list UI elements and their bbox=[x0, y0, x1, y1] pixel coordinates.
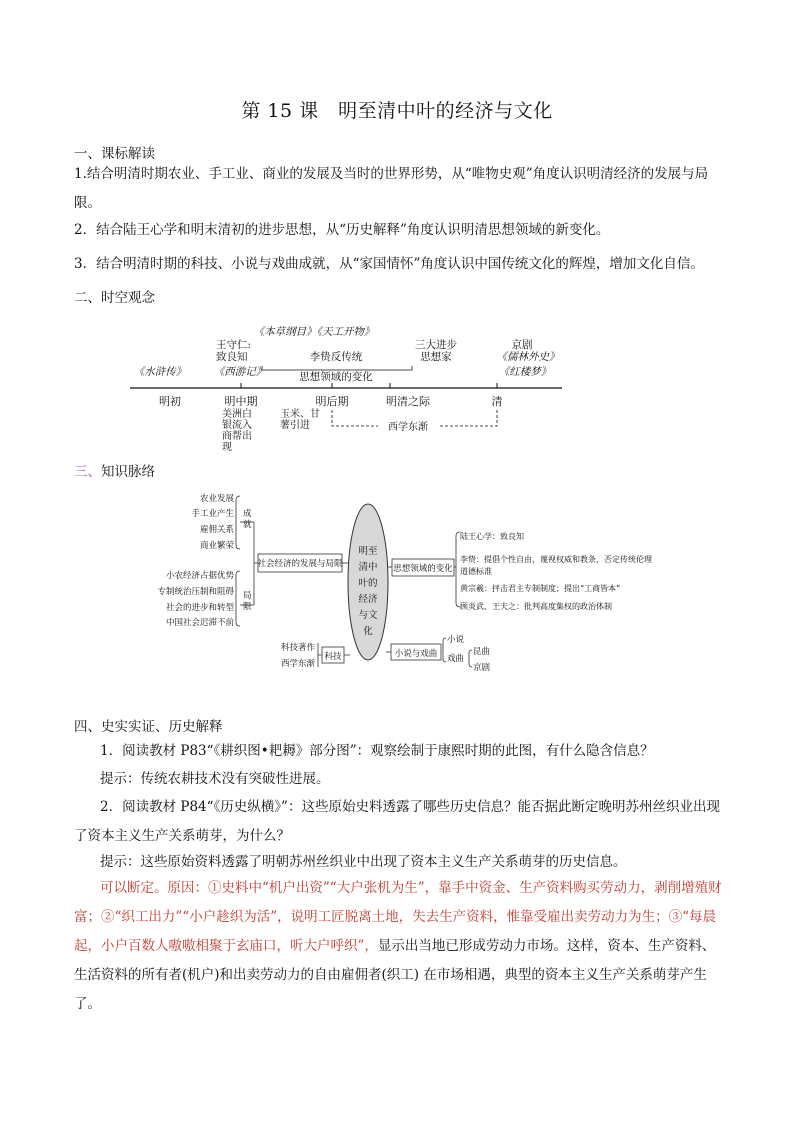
section-heading-2: 二、时空观念 bbox=[74, 290, 155, 306]
answer-3-part-1: 可以断定。原因：①史料中“机户出资”“大户张机为生”，靠手中资金、生产资料购买劳动力，剥削增殖财富；②“织工出力”“小户趁织为活”，说明工匠脱离土地，失去生产资料，惟靠受雇出卖劳动力为生；③“每晨起，小户百数人嗷嗷相聚于玄庙口，听大户呼织”， bbox=[74, 880, 722, 954]
mindmap-chengjiu-0: 成 bbox=[243, 509, 252, 519]
mindmap-novel-label-1: 戏曲 bbox=[447, 654, 465, 664]
question-1: 1．阅读教材 P83“《耕织图•耙耨》部分图”：观察绘制于康熙时期的此图，有什么隐含信息？ bbox=[100, 743, 654, 759]
timeline-wang-2: 致良知 bbox=[216, 351, 248, 363]
mindmap-novel-label-0: 小说 bbox=[447, 635, 465, 645]
timeline-rulin: 《儒林外史》 bbox=[496, 351, 560, 363]
answer-3-part-2: 显示出当地已形成劳动力市场。这样，资本、生产资料、生活资料的所有者(机户)和出卖劳动力的自由雇佣者(织工) 在市场相遇，典型的资本主义生产关系萌芽产生了。 bbox=[74, 938, 716, 1012]
section-heading-3-text: 知识脉络 bbox=[101, 464, 155, 480]
standard-3: 3．结合明清时期的科技、小说与戏曲成就，从“家国情怀”角度认识中国传统文化的辉煌，增加文化自信。 bbox=[74, 256, 704, 272]
timeline-jingju: 京剧 bbox=[511, 339, 533, 351]
mindmap-achievement-3: 商业繁荣 bbox=[199, 541, 234, 551]
mindmap-opera-1: 京剧 bbox=[473, 663, 491, 673]
answer-3 bbox=[74, 874, 724, 1019]
mindmap-keji-item-1: 西学东渐 bbox=[280, 659, 315, 669]
standard-1: 1.结合明清时期农业、手工业、商业的发展及当时的世界形势，从“唯物史观”角度认识明清经济的发展与局限。 bbox=[74, 166, 709, 211]
mindmap-thought-box: 思想领域的变化 bbox=[393, 564, 453, 574]
mindmap-thought-2: 道德标准 bbox=[460, 567, 492, 576]
mindmap-econ-box: 社会经济的发展与局限 bbox=[257, 559, 343, 569]
mindmap-jubian-1: 限 bbox=[243, 602, 252, 612]
mindmap-thought-4: 顾炎武、王夫之：批判高度集权的政治体制 bbox=[460, 602, 612, 611]
mindmap-novel-box: 小说与戏曲 bbox=[394, 649, 438, 659]
mindmap-keji-item-0: 科技著作 bbox=[280, 643, 315, 653]
timeline-corn-2: 薯引进 bbox=[280, 420, 310, 431]
mindmap-limit-2: 社会的进步和转型 bbox=[165, 603, 234, 613]
timeline-silver-2: 商帮出 bbox=[222, 431, 252, 442]
mindmap-opera-0: 昆曲 bbox=[473, 647, 491, 657]
section-heading-3-number: 三、 bbox=[74, 464, 101, 480]
timeline-xiyou: 《西游记》 bbox=[213, 366, 267, 378]
answer-1: 提示：传统农耕技术没有突破性进展。 bbox=[100, 771, 330, 787]
page-title: 第 15 课 明至清中叶的经济与文化 bbox=[241, 100, 553, 122]
mindmap-thought-3: 黄宗羲：抨击君主专制制度；提出“工商皆本” bbox=[460, 584, 621, 593]
mindmap-center-2: 叶的 bbox=[358, 578, 378, 589]
mindmap-thought-0: 陆王心学：致良知 bbox=[460, 532, 524, 541]
timeline-wang-1: 王守仁: bbox=[216, 339, 252, 351]
timeline-silver-0: 美洲白 bbox=[222, 409, 252, 420]
timeline-sanda-2: 思想家 bbox=[420, 351, 452, 363]
mindmap-limit-0: 小农经济占据优势 bbox=[165, 571, 234, 581]
mindmap-limit-1: 专制统治压制和阻碍 bbox=[157, 587, 234, 597]
question-2: 2．阅读教材 P84“《历史纵横》”：这些原始史料透露了哪些历史信息？能否据此断定晚明苏州丝织业出现了资本主义生产关系萌芽，为什么？ bbox=[74, 799, 720, 844]
mindmap-achievement-1: 手工业产生 bbox=[191, 509, 234, 519]
standard-2: 2．结合陆王心学和明末清初的进步思想，从“历史解释”角度认识明清思想领域的新变化。 bbox=[74, 222, 610, 238]
mindmap-center-0: 明至 bbox=[358, 546, 378, 557]
timeline-bracket bbox=[262, 366, 412, 370]
mindmap-achievement-0: 农业发展 bbox=[199, 494, 234, 504]
timeline-top-books: 《本草纲目》《天工开物》 bbox=[253, 326, 375, 338]
mindmap-center-3: 经济 bbox=[358, 594, 378, 605]
timeline-shuihu: 《水浒传》 bbox=[133, 366, 187, 378]
mindmap-center-1: 清中 bbox=[358, 562, 378, 573]
timeline-corn-1: 玉米、甘 bbox=[280, 409, 320, 420]
answer-2: 提示：这些原始资料透露了明朝苏州丝织业中出现了资本主义生产关系萌芽的历史信息。 bbox=[100, 854, 627, 870]
timeline-silver-1: 银流入 bbox=[222, 420, 252, 431]
mindmap-chengjiu-1: 就 bbox=[243, 520, 252, 530]
timeline-period-3: 明清之际 bbox=[386, 395, 430, 408]
mindmap-limit-3: 中国社会迟滞不前 bbox=[165, 618, 234, 628]
mindmap-keji-box: 科技 bbox=[324, 652, 342, 662]
timeline-sixiang: 思想领域的变化 bbox=[299, 371, 373, 383]
timeline-lizhi: 李贽反传统 bbox=[309, 351, 363, 363]
timeline-period-1: 明中期 bbox=[224, 395, 258, 408]
timeline-honglou: 《红楼梦》 bbox=[498, 366, 552, 378]
timeline-period-0: 明初 bbox=[159, 395, 181, 408]
mindmap-center-4: 与文 bbox=[358, 610, 378, 621]
section-heading-4: 四、史实实证、历史解释 bbox=[74, 719, 223, 735]
mindmap-achievement-2: 雇佣关系 bbox=[199, 525, 234, 535]
timeline-xixue: 西学东渐 bbox=[388, 422, 428, 433]
timeline-period-2: 明后期 bbox=[315, 395, 349, 408]
section-heading-3 bbox=[74, 460, 155, 480]
mindmap-center-5: 化 bbox=[363, 626, 373, 637]
mindmap-thought-1: 李贽：提倡个性自由，蔑视权威和教条，否定传统伦理 bbox=[460, 555, 652, 564]
mindmap-jubian-0: 局 bbox=[243, 591, 252, 601]
timeline-sanda-1: 三大进步 bbox=[415, 339, 457, 351]
section-heading-1: 一、课标解读 bbox=[74, 146, 155, 162]
timeline-silver-3: 现 bbox=[222, 442, 232, 453]
timeline-period-4: 清 bbox=[491, 395, 503, 408]
